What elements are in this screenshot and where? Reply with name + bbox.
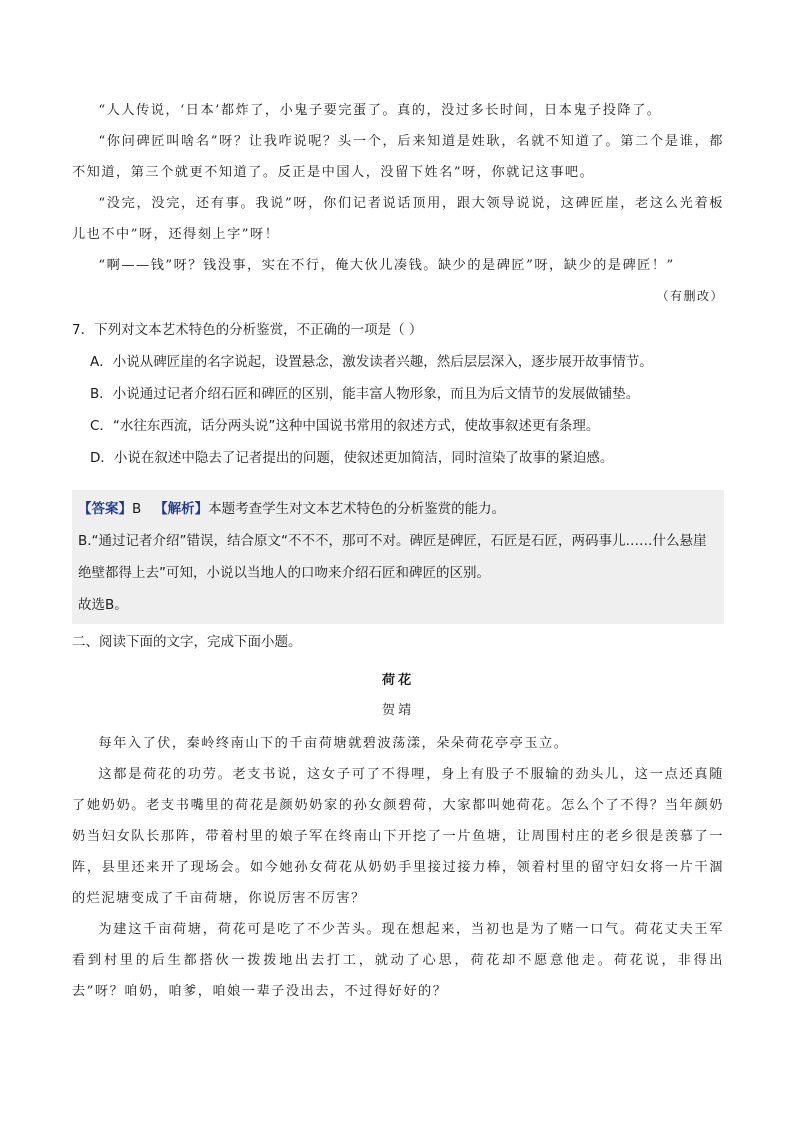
analysis-tag: 【解析】 (154, 501, 209, 517)
analysis-detail: B.“通过记者介绍”错误，结合原文“不不不，那可不对。碑匠是碑匠，石匠是石匠，两码事儿……什么悬崖绝壁都得上去”可知，小说以当地人的口吻来介绍石匠和碑匠的区别。 (78, 533, 707, 581)
passage-paragraph: 为建这千亩荷塘，荷花可是吃了不少苦头。现在想起来，当初也是为了赌一口气。荷花丈夫王军看到村里的后生都搭伙一拨拨地出去打工，就动了心思，荷花却不愿意他走。荷花说，非得出去”呀？咱奶，咱爹，咱娘一辈子没出去，不过得好好的？ (72, 922, 724, 999)
passage-author: 贺靖 (381, 703, 415, 718)
option-d: D．小说在叙述中隐去了记者提出的问题，使叙述更加简洁，同时渲染了故事的紧迫感。 (90, 450, 614, 466)
section-2-heading-wrap (72, 626, 724, 658)
section-heading: 二、阅读下面的文字，完成下面小题。 (72, 634, 302, 650)
question-7 (72, 314, 724, 474)
passage-paragraph: 这都是荷花的功劳。老支书说，这女子可了不得哩，身上有股子不服输的劲头儿，这一点还真随了她奶奶。老支书嘴里的荷花是颜奶奶家的孙女颜碧荷，大家都叫她荷花。怎么个了不得？当年颜奶奶当妇女队长那阵，带着村里的娘子军在终南山下开挖了一片鱼塘，让周围村庄的老乡很是羡慕了一阵，县里还来开了现场会。如今她孙女荷花从奶奶手里接过接力棒，领着村里的留守妇女将一片干涸的烂泥塘变成了千亩荷塘，你说厉害不厉害？ (72, 767, 724, 906)
story-excerpt (72, 95, 724, 312)
document-body (72, 95, 724, 1007)
analysis-conclusion: 故选B。 (78, 597, 128, 613)
option-a: A．小说从碑匠崖的名字说起，设置悬念，激发读者兴趣，然后层层深入，逐步展开故事情节。 (90, 354, 653, 370)
edit-note: （有删改） (656, 289, 724, 303)
option-b: B．小说通过记者介绍石匠和碑匠的区别，能丰富人物形象，而且为后文情节的发展做铺垫。 (90, 386, 640, 402)
analysis-intro: 本题考查学生对文本艺术特色的分析鉴赏的能力。 (208, 501, 506, 517)
passage-title: 荷花 (381, 673, 415, 688)
answer-value: B (132, 501, 142, 517)
answer-tag: 【答案】 (78, 501, 132, 517)
story-paragraph: “人人传说，‘日本’都炸了，小鬼子要完蛋了。真的，没过多长时间，日本鬼子投降了。 (98, 103, 662, 118)
reading-passage (72, 666, 724, 1007)
story-paragraph: “没完，没完，还有事。我说”呀，你们记者说话顶用，跟大领导说说，这碑匠崖，老这么光着板儿也不中”呀，还得刻上字”呀！ (72, 196, 724, 242)
answer-box (72, 490, 724, 624)
story-paragraph: “啊——钱”呀？钱没事，实在不行，俺大伙儿凑钱。缺少的是碑匠”呀，缺少的是碑匠！” (98, 258, 675, 273)
option-c: C．“水往东西流，话分两头说”这种中国说书常用的叙述方式，使故事叙述更有条理。 (90, 418, 600, 434)
story-paragraph: “你问碑匠叫啥名”呀？让我咋说呢？头一个，后来知道是姓耿，名就不知道了。第二个是谁，都不知道，第三个就更不知道了。反正是中国人，没留下姓名”呀，你就记这事吧。 (72, 134, 724, 180)
question-stem: 7．下列对文本艺术特色的分析鉴赏，不正确的一项是（ ） (72, 322, 423, 338)
answer-line (78, 493, 718, 525)
passage-paragraph: 每年入了伏，秦岭终南山下的千亩荷塘就碧波荡漾，朵朵荷花亭亭玉立。 (98, 736, 569, 751)
